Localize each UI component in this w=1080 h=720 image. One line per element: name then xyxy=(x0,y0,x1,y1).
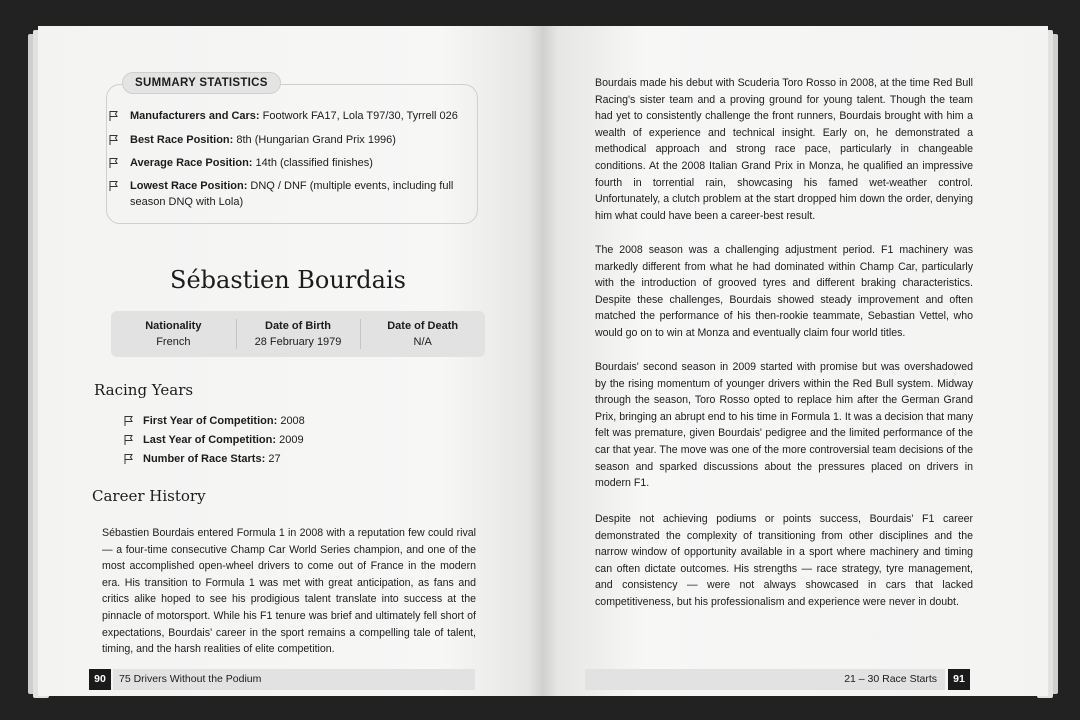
driver-info-bar xyxy=(111,311,485,357)
driver-name: Sébastien Bourdais xyxy=(170,266,406,294)
flag-icon xyxy=(108,110,120,122)
summary-item-value: 14th (classified finishes) xyxy=(252,157,373,169)
page-footer-title: 75 Drivers Without the Podium xyxy=(113,669,475,690)
body-paragraph: Despite not achieving podiums or points success, Bourdais' F1 career demonstrated the complexity of transitioning from other disciplines and the narrow window of opportunity available in a sport where machinery and timing can often dictate outcomes. His strengths — race strategy, tyre management, and consistency — were not always showcased in cars that lacked competitiveness, but his professionalism and experience were never in doubt. xyxy=(595,513,973,608)
summary-item-label: Average Race Position: xyxy=(130,157,253,169)
racing-years-heading: Racing Years xyxy=(94,381,194,399)
summary-statistics-title: SUMMARY STATISTICS xyxy=(122,72,281,94)
info-label: Date of Birth xyxy=(265,320,331,332)
flag-icon xyxy=(108,134,120,146)
racing-years-label: Number of Race Starts: xyxy=(143,453,266,465)
summary-item xyxy=(130,178,470,210)
page-number: 90 xyxy=(89,669,111,690)
page-footer-title: 21 – 30 Race Starts xyxy=(585,669,945,690)
right-page xyxy=(543,26,1048,696)
flag-icon xyxy=(108,157,120,169)
flag-icon xyxy=(123,415,135,427)
flag-icon xyxy=(123,453,135,465)
racing-years-label: Last Year of Competition: xyxy=(143,434,277,446)
body-paragraph: Bourdais' second season in 2009 started with promise but was overshadowed by the rising momentum of younger drivers within the Red Bull system. Midway through the season, Toro Rosso opted to replace him after the German Grand Prix, bringing an abrupt end to his time in Formula 1. It was a decision that many felt was premature, given Bourdais' pedigree and the limited performance of the car that year. The move was one of the more controversial team decisions of the season and sparked discussions about the pressures placed on drivers in modern F1. xyxy=(595,361,973,490)
info-value: N/A xyxy=(413,336,432,348)
racing-years-value: 2009 xyxy=(276,434,304,446)
left-page xyxy=(38,26,543,696)
racing-years-item xyxy=(143,413,305,429)
info-label: Date of Death xyxy=(387,320,459,332)
racing-years-item xyxy=(143,432,304,448)
summary-item xyxy=(130,155,470,171)
info-value: French xyxy=(156,336,191,348)
summary-item xyxy=(130,132,470,148)
body-paragraph: The 2008 season was a challenging adjustment period. F1 machinery was markedly different from what he had dominated within Champ Car, particularly with the introduction of grooved tyres and different braking characteristics. Despite these challenges, Bourdais showed steady improvement and often matched the performance of his then-rookie teammate, Sebastian Vettel, who would go on to win at Monza and eventually claim four world titles. xyxy=(595,244,973,339)
info-date-of-birth xyxy=(236,311,361,357)
racing-years-value: 27 xyxy=(265,453,281,465)
summary-item-value: Footwork FA17, Lola T97/30, Tyrrell 026 xyxy=(259,110,458,122)
summary-item-label: Manufacturers and Cars: xyxy=(130,110,260,122)
info-nationality xyxy=(111,311,236,357)
summary-item-label: Best Race Position: xyxy=(130,134,234,146)
body-paragraph: Bourdais made his debut with Scuderia Toro Rosso in 2008, at the time Red Bull Racing's sister team and a proving ground for young talent. Though the team had yet to consistently challenge the front runners, Bourdais brought with him a wealth of experience and technical insight. Early on, he demonstrated a methodical approach and strong race pace, particularly in changeable conditions. At the 2008 Italian Grand Prix in Monza, he qualified an impressive fourth in torrential rain, showcasing his famed wet-weather control. Unfortunately, a clutch problem at the start dropped him down the order, denying him what could have been a career-best result. xyxy=(595,77,973,222)
summary-item-value: 8th (Hungarian Grand Prix 1996) xyxy=(233,134,396,146)
page-number: 91 xyxy=(948,669,970,690)
racing-years-value: 2008 xyxy=(277,415,305,427)
racing-years-item xyxy=(143,451,281,467)
flag-icon xyxy=(123,434,135,446)
summary-item xyxy=(130,108,470,124)
career-history-heading: Career History xyxy=(92,487,206,505)
info-label: Nationality xyxy=(145,320,202,332)
racing-years-label: First Year of Competition: xyxy=(143,415,278,427)
career-history-text: Sébastien Bourdais entered Formula 1 in 2008 with a reputation few could rival — a four-time consecutive Champ Car World Series champion, and one of the most accomplished open-wheel drivers to come out of France in the modern era. His transition to Formula 1 was met with great anticipation, as fans and critics alike hoped to see his prodigious talent translate into success at the pinnacle of motorsport. While his F1 tenure was brief and ultimately fell short of expectations, Bourdais' career in the sport remains a compelling tale of talent, timing, and the harsh realities of elite competition. xyxy=(102,527,476,656)
open-book xyxy=(28,10,1058,700)
info-value: 28 February 1979 xyxy=(254,336,342,348)
info-date-of-death xyxy=(360,311,485,357)
summary-item-value: DNQ / DNF (multiple events, including full season DNQ with Lola) xyxy=(130,180,454,208)
flag-icon xyxy=(108,180,120,192)
summary-item-label: Lowest Race Position: xyxy=(130,180,248,192)
